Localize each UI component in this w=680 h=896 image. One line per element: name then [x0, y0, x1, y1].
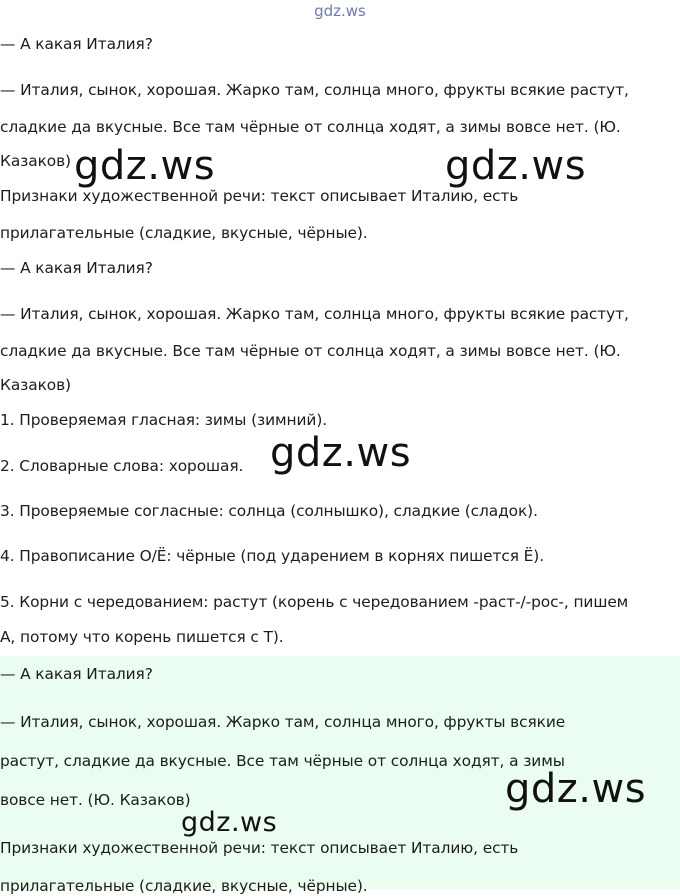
- analysis-line: Признаки художественной речи: текст описывает Италию, есть: [0, 839, 519, 857]
- dialogue-answer-line: растут, сладкие да вкусные. Все там чёрные от солнца ходят, а зимы: [0, 752, 565, 770]
- watermark: gdz.ws: [181, 807, 278, 838]
- dialogue-question: — А какая Италия?: [0, 35, 153, 53]
- spelling-rule-item: 1. Проверяемая гласная: зимы (зимний).: [0, 411, 328, 429]
- dialogue-author: Казаков): [0, 152, 71, 170]
- dialogue-answer-line: — Италия, сынок, хорошая. Жарко там, солнца много, фрукты всякие растут,: [0, 305, 629, 323]
- spelling-rule-item: 4. Правописание О/Ё: чёрные (под ударением в корнях пишется Ё).: [0, 547, 544, 565]
- dialogue-answer-line: сладкие да вкусные. Все там чёрные от солнца ходят, а зимы вовсе нет. (Ю.: [0, 342, 621, 360]
- watermark: gdz.ws: [445, 143, 587, 189]
- watermark: gdz.ws: [74, 143, 216, 189]
- dialogue-author: Казаков): [0, 376, 71, 394]
- spelling-rule-item-continued: А, потому что корень пишется с Т).: [0, 628, 284, 646]
- spelling-rule-item: 2. Словарные слова: хорошая.: [0, 457, 244, 475]
- site-header-link[interactable]: gdz.ws: [314, 2, 366, 20]
- spelling-rule-item: 3. Проверяемые согласные: солнца (солнышко), сладкие (сладок).: [0, 502, 538, 520]
- dialogue-answer-line: сладкие да вкусные. Все там чёрные от солнца ходят, а зимы вовсе нет. (Ю.: [0, 118, 621, 136]
- analysis-line: прилагательные (сладкие, вкусные, чёрные).: [0, 224, 368, 242]
- dialogue-answer-line: — Италия, сынок, хорошая. Жарко там, солнца много, фрукты всякие растут,: [0, 81, 629, 99]
- dialogue-question: — А какая Италия?: [0, 259, 153, 277]
- dialogue-question: — А какая Италия?: [0, 665, 153, 683]
- analysis-line: Признаки художественной речи: текст описывает Италию, есть: [0, 187, 519, 205]
- analysis-line: прилагательные (сладкие, вкусные, чёрные).: [0, 877, 368, 895]
- watermark: gdz.ws: [505, 766, 647, 812]
- dialogue-answer-line: вовсе нет. (Ю. Казаков): [0, 791, 191, 809]
- dialogue-answer-line: — Италия, сынок, хорошая. Жарко там, солнца много, фрукты всякие: [0, 713, 566, 731]
- watermark: gdz.ws: [270, 430, 412, 476]
- spelling-rule-item: 5. Корни с чередованием: растут (корень с чередованием -раст-/-рос-, пишем: [0, 593, 629, 611]
